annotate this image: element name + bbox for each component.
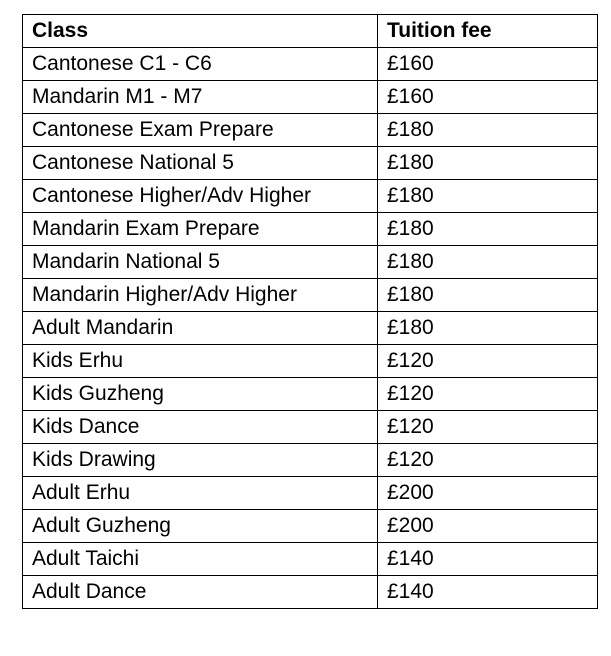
tuition-fee-cell: £140: [378, 576, 598, 609]
tuition-fee-cell: £120: [378, 411, 598, 444]
table-row: [23, 48, 598, 81]
table-row: [23, 576, 598, 609]
table-row: [23, 279, 598, 312]
class-name-cell: Adult Dance: [23, 576, 378, 609]
tuition-fee-cell: £180: [378, 213, 598, 246]
class-name-cell: Kids Guzheng: [23, 378, 378, 411]
table-body: [23, 48, 598, 609]
class-name-cell: Kids Drawing: [23, 444, 378, 477]
tuition-fee-cell: £120: [378, 444, 598, 477]
class-name-cell: Cantonese Exam Prepare: [23, 114, 378, 147]
tuition-fee-table: [22, 14, 598, 609]
tuition-fee-cell: £180: [378, 246, 598, 279]
tuition-fee-cell: £200: [378, 510, 598, 543]
class-name-cell: Cantonese National 5: [23, 147, 378, 180]
class-name-cell: Mandarin Exam Prepare: [23, 213, 378, 246]
table-row: [23, 147, 598, 180]
class-name-cell: Kids Erhu: [23, 345, 378, 378]
table-row: [23, 213, 598, 246]
tuition-fee-cell: £160: [378, 81, 598, 114]
table-row: [23, 477, 598, 510]
class-name-cell: Mandarin National 5: [23, 246, 378, 279]
table-row: [23, 510, 598, 543]
table-row: [23, 345, 598, 378]
class-name-cell: Adult Taichi: [23, 543, 378, 576]
tuition-fee-cell: £120: [378, 378, 598, 411]
table-row: [23, 114, 598, 147]
table-row: [23, 444, 598, 477]
table-row: [23, 81, 598, 114]
tuition-fee-cell: £180: [378, 114, 598, 147]
tuition-fee-cell: £180: [378, 312, 598, 345]
tuition-fee-cell: £140: [378, 543, 598, 576]
tuition-fee-cell: £120: [378, 345, 598, 378]
tuition-fee-cell: £180: [378, 147, 598, 180]
class-name-cell: Cantonese C1 - C6: [23, 48, 378, 81]
table-row: [23, 543, 598, 576]
class-name-cell: Kids Dance: [23, 411, 378, 444]
table-row: [23, 378, 598, 411]
table-row: [23, 312, 598, 345]
table-row: [23, 411, 598, 444]
table-row: [23, 246, 598, 279]
class-name-cell: Mandarin M1 - M7: [23, 81, 378, 114]
table-row: [23, 180, 598, 213]
column-header-class: Class: [23, 15, 378, 48]
class-name-cell: Adult Mandarin: [23, 312, 378, 345]
tuition-fee-cell: £180: [378, 279, 598, 312]
class-name-cell: Cantonese Higher/Adv Higher: [23, 180, 378, 213]
tuition-fee-cell: £160: [378, 48, 598, 81]
table-header-row: [23, 15, 598, 48]
class-name-cell: Mandarin Higher/Adv Higher: [23, 279, 378, 312]
tuition-fee-cell: £200: [378, 477, 598, 510]
column-header-tuition-fee: Tuition fee: [378, 15, 598, 48]
class-name-cell: Adult Guzheng: [23, 510, 378, 543]
tuition-fee-cell: £180: [378, 180, 598, 213]
class-name-cell: Adult Erhu: [23, 477, 378, 510]
